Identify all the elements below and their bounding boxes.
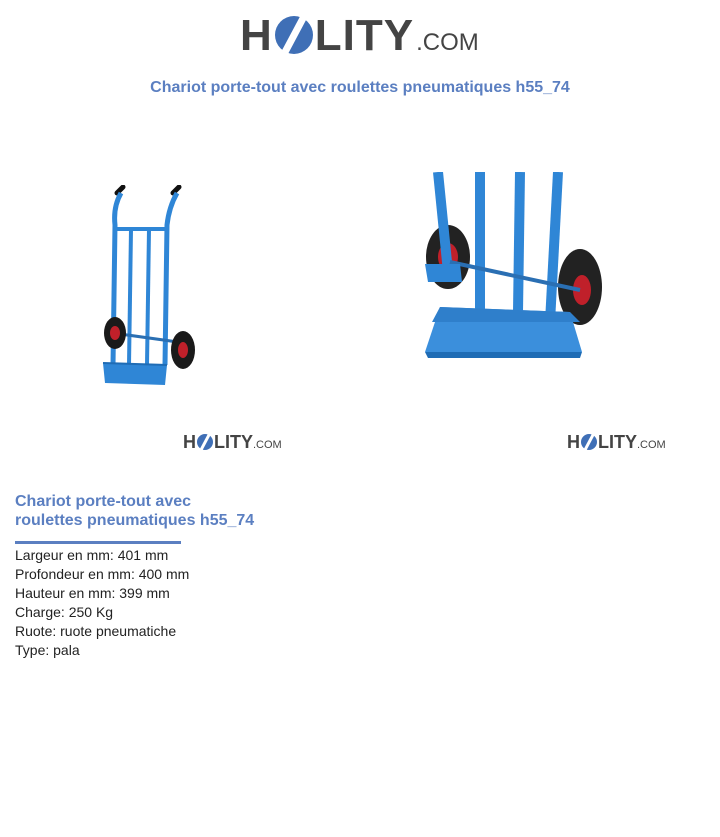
trolley-detail-illustration — [425, 172, 602, 358]
logo-text-right: LITY — [314, 11, 415, 60]
spec-list — [15, 546, 189, 660]
spec-item-depth: Profondeur en mm: 400 mm — [15, 566, 190, 582]
logo-o-icon — [197, 434, 213, 450]
product-title-line2: roulettes pneumatiques h55_74 — [15, 512, 255, 529]
watermark-logo-left — [183, 432, 282, 451]
product-image-detail — [420, 172, 610, 372]
watermark-logo-right — [567, 432, 666, 451]
logo-suffix: .COM — [416, 29, 479, 56]
spec-item-wheels: Ruote: ruote pneumatiche — [15, 623, 177, 639]
spec-item-height: Hauteur en mm: 399 mm — [15, 585, 170, 601]
logo-suffix: .COM — [253, 439, 282, 451]
product-title-line1: Chariot porte-tout avec — [15, 493, 192, 510]
spec-item-type: Type: pala — [15, 642, 80, 658]
product-image-front — [95, 185, 210, 395]
spec-item-width: Largeur en mm: 401 mm — [15, 547, 169, 563]
logo-o-icon — [275, 16, 313, 54]
logo-o-icon — [581, 434, 597, 450]
spec-item-load: Charge: 250 Kg — [15, 604, 114, 620]
logo-text-left: H — [183, 432, 196, 452]
page-title: Chariot porte-tout avec roulettes pneumatiques h55_74 — [150, 79, 570, 96]
brand-logo — [240, 12, 479, 58]
logo-text-left: H — [240, 11, 273, 60]
product-title — [15, 492, 315, 530]
logo-text-right: LITY — [598, 432, 637, 452]
title-divider — [15, 541, 181, 544]
logo-suffix: .COM — [637, 439, 666, 451]
logo-text-right: LITY — [214, 432, 253, 452]
logo-text-left: H — [567, 432, 580, 452]
trolley-front-illustration — [103, 187, 195, 385]
